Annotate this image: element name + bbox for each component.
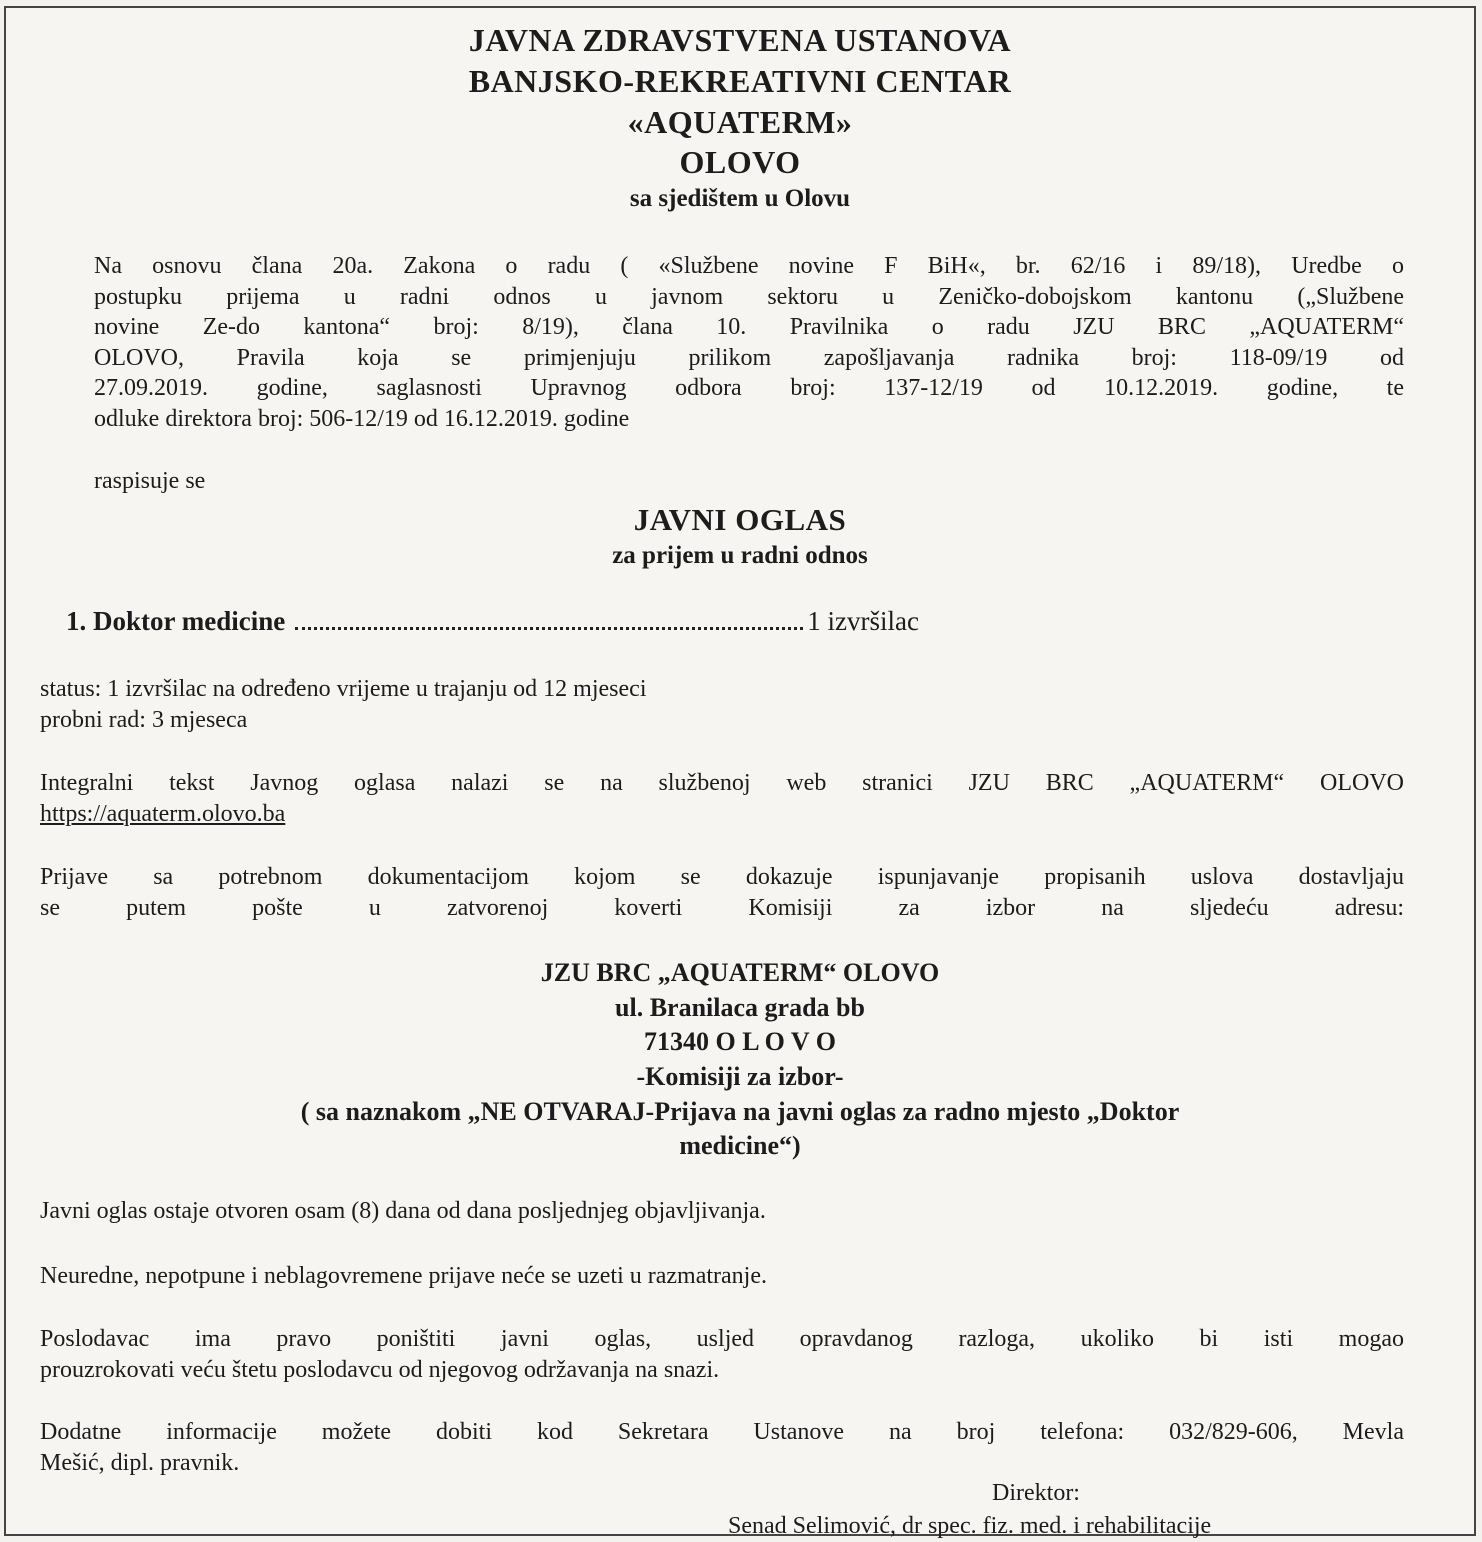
header-line-1: JAVNA ZDRAVSTVENA USTANOVA (468, 22, 1012, 58)
info-line: Mešić, dipl. pravnik. (40, 1449, 240, 1476)
submission-paragraph (40, 862, 1404, 923)
document-page (4, 6, 1476, 1539)
preamble-line: OLOVO, Pravila koja se primjenjuju prilikom zapošljavanja radnika broj: 118-09/19 od (94, 344, 1404, 371)
signature-name: Senad Selimović, dr spec. fiz. med. i rehabilitacije (728, 1513, 1212, 1539)
status-line: status: 1 izvršilac na određeno vrijeme u trajanju od 12 mjeseci (40, 676, 647, 702)
preamble-line: 27.09.2019. godine, saglasnosti Upravnog odbora broj: 137-12/19 od 10.12.2019. godine, te (94, 375, 1404, 401)
incomplete-applications-text: Neuredne, nepotpune i neblagovremene prijave neće se uzeti u razmatranje. (40, 1263, 767, 1289)
header-line-5: sa sjedištem u Olovu (629, 185, 851, 212)
raspisuje-text: raspisuje se (94, 468, 206, 494)
address-line-5: ( sa naznakom „NE OTVARAJ-Prijava na javni oglas za radno mjesto „Doktor (300, 1097, 1180, 1126)
info-line: Dodatne informacije možete dobiti kod Sekretara Ustanove na broj telefona: 032/829-606, Mevla (40, 1419, 1404, 1445)
ad-subtitle: za prijem u radni odnos (612, 542, 868, 569)
open-period-text: Javni oglas ostaje otvoren osam (8) dana od dana posljednjeg objavljivanja. (40, 1198, 766, 1224)
preamble-line: Na osnovu člana 20a. Zakona o radu ( «Službene novine F BiH«, br. 62/16 i 89/18), Uredbe o (94, 253, 1404, 279)
ad-title: JAVNI OGLAS (633, 502, 847, 537)
preamble-line: odluke direktora broj: 506-12/19 od 16.12.2019. godine (94, 405, 630, 432)
address-line-3: 71340 O L O V O (644, 1027, 836, 1056)
address-line-1: JZU BRC „AQUATERM“ OLOVO (540, 958, 940, 987)
submission-line: se putem pošte u zatvorenoj koverti Komisiji za izbor na sljedeću adresu: (40, 894, 1404, 921)
position-count: 1 izvršilac (807, 606, 919, 636)
probation-line: probni rad: 3 mjeseca (40, 707, 248, 733)
signature-role: Direktor: (992, 1480, 1080, 1506)
submission-line: Prijave sa potrebnom dokumentacijom kojom se dokazuje ispunjavanje propisanih uslova dostavljaju (40, 864, 1404, 890)
address-line-2: ul. Branilaca grada bb (615, 993, 865, 1022)
position-line (66, 606, 919, 637)
cancel-line: prouzrokovati veću štetu poslodavcu od njegovog održavanja na snazi. (40, 1356, 720, 1383)
header-line-3: «AQUATERM» (627, 104, 853, 140)
website-link[interactable]: https://aquaterm.olovo.ba (40, 801, 286, 827)
preamble-paragraph (94, 251, 1404, 434)
address-line-6: medicine“) (679, 1131, 801, 1160)
address-line-4: -Komisiji za izbor- (636, 1062, 844, 1091)
position-name: 1. Doktor medicine (66, 606, 286, 636)
integral-text: Integralni tekst Javnog oglasa nalazi se na službenoj web stranici JZU BRC „AQUATERM“ OLOVO (40, 770, 1404, 796)
preamble-line: novine Ze-do kantona“ broj: 8/19), člana 10. Pravilnika o radu JZU BRC „AQUATERM“ (94, 314, 1404, 340)
header-line-4: OLOVO (679, 144, 801, 180)
header-line-2: BANJSKO-REKREATIVNI CENTAR (468, 63, 1012, 99)
info-paragraph (40, 1417, 1404, 1478)
cancel-line: Poslodavac ima pravo poništiti javni oglas, usljed opravdanog razloga, ukoliko bi isti mogao (40, 1326, 1404, 1352)
cancel-paragraph (40, 1324, 1404, 1385)
preamble-line: postupku prijema u radni odnos u javnom sektoru u Zeničko-dobojskom kantonu („Službene (94, 283, 1404, 310)
dotted-leader (295, 623, 803, 630)
